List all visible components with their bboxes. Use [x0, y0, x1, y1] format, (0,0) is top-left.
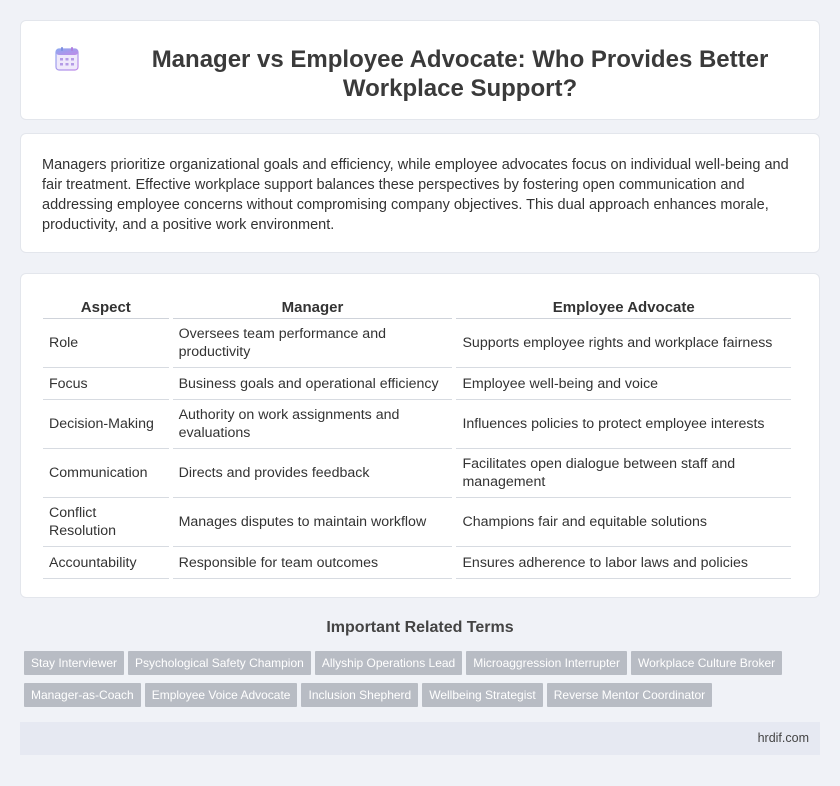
table-cell: Conflict Resolution	[43, 498, 169, 547]
calendar-icon	[54, 46, 80, 72]
table-cell: Focus	[43, 368, 169, 400]
table-cell: Supports employee rights and workplace fairness	[456, 319, 791, 368]
related-term-tag[interactable]: Manager-as-Coach	[24, 683, 141, 707]
related-term-tag[interactable]: Reverse Mentor Coordinator	[547, 683, 712, 707]
table-cell: Champions fair and equitable solutions	[456, 498, 791, 547]
table-row	[43, 498, 791, 547]
comparison-table-card	[20, 273, 820, 598]
intro-paragraph: Managers prioritize organizational goals and efficiency, while employee advocates focus on individual well-being and fair treatment. Effective workplace support balances these perspectives by fostering open communication and addressing employee concerns without compromising company objectives. This dual approach enhances morale, productivity, and a positive work environment.	[42, 157, 789, 233]
table-row	[43, 400, 791, 449]
table-cell: Communication	[43, 449, 169, 498]
related-terms-heading: Important Related Terms	[326, 619, 514, 636]
column-header-employee-advocate: Employee Advocate	[456, 296, 791, 319]
column-header-manager: Manager	[173, 296, 453, 319]
table-cell: Manages disputes to maintain workflow	[173, 498, 453, 547]
column-header-aspect: Aspect	[43, 296, 169, 319]
table-cell: Directs and provides feedback	[173, 449, 453, 498]
header-card	[20, 20, 820, 120]
table-cell: Employee well-being and voice	[456, 368, 791, 400]
table-cell: Business goals and operational efficiency	[173, 368, 453, 400]
table-cell: Responsible for team outcomes	[173, 547, 453, 579]
related-term-tag[interactable]: Wellbeing Strategist	[422, 683, 543, 707]
table-header-row	[43, 296, 791, 319]
table-cell: Oversees team performance and productivity	[173, 319, 453, 368]
table-row	[43, 368, 791, 400]
related-term-tag[interactable]: Stay Interviewer	[24, 651, 124, 675]
table-cell: Facilitates open dialogue between staff and management	[456, 449, 791, 498]
related-term-tag[interactable]: Allyship Operations Lead	[315, 651, 462, 675]
comparison-table	[39, 296, 795, 579]
table-row	[43, 547, 791, 579]
table-row	[43, 449, 791, 498]
page-title: Manager vs Employee Advocate: Who Provides Better Workplace Support?	[151, 46, 769, 102]
table-cell: Authority on work assignments and evaluations	[173, 400, 453, 449]
table-cell: Influences policies to protect employee interests	[456, 400, 791, 449]
table-row	[43, 319, 791, 368]
table-cell: Decision-Making	[43, 400, 169, 449]
table-cell: Role	[43, 319, 169, 368]
table-cell: Accountability	[43, 547, 169, 579]
footer-site-link[interactable]: hrdif.com	[757, 731, 809, 745]
intro-card	[20, 133, 820, 253]
related-term-tag[interactable]: Employee Voice Advocate	[145, 683, 298, 707]
related-term-tag[interactable]: Microaggression Interrupter	[466, 651, 627, 675]
related-term-tag[interactable]: Inclusion Shepherd	[301, 683, 418, 707]
related-terms-tags	[24, 651, 814, 715]
table-cell: Ensures adherence to labor laws and policies	[456, 547, 791, 579]
related-term-tag[interactable]: Psychological Safety Champion	[128, 651, 311, 675]
related-term-tag[interactable]: Workplace Culture Broker	[631, 651, 782, 675]
footer-bar	[20, 722, 820, 755]
